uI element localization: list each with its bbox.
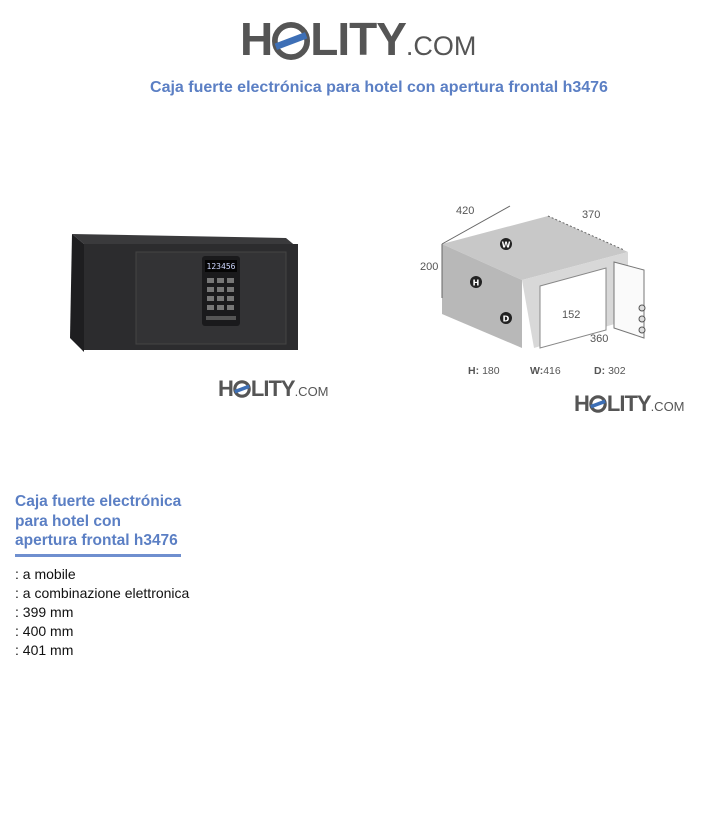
spec-item: : a mobile bbox=[15, 566, 76, 582]
marker-d: D bbox=[502, 314, 510, 324]
svg-text:W:416 bbox=[530, 365, 561, 377]
brand-logo[interactable] bbox=[240, 12, 476, 66]
spec-list bbox=[15, 565, 189, 660]
logo-o-icon bbox=[589, 391, 607, 417]
marker-h: H bbox=[472, 278, 480, 288]
logo-o-icon bbox=[272, 12, 310, 66]
svg-text:H:180 bbox=[468, 365, 500, 377]
spec-item: : 401 mm bbox=[15, 642, 74, 658]
internal-d-key: D: bbox=[594, 365, 606, 377]
product-section-title bbox=[15, 492, 190, 551]
logo-lity: LITY bbox=[310, 13, 406, 65]
spec-item: : 399 mm bbox=[15, 604, 74, 620]
marker-w: W bbox=[501, 240, 511, 250]
section-title-line: para hotel con bbox=[15, 512, 121, 530]
dim-inner-depth: 360 bbox=[590, 333, 609, 345]
internal-h-value: 180 bbox=[482, 365, 500, 377]
internal-d-value: 302 bbox=[608, 365, 626, 377]
dim-width-top: 420 bbox=[456, 205, 475, 217]
svg-text:D:302 bbox=[594, 365, 626, 377]
page-title: Caja fuerte electrónica para hotel con apertura frontal h3476 bbox=[150, 79, 608, 96]
safe-display-digits: 123456 bbox=[206, 262, 236, 271]
dim-depth-top: 370 bbox=[582, 209, 601, 221]
brand-logo-small: H LITY .COM bbox=[218, 376, 329, 401]
spec-item: : a combinazione elettronica bbox=[15, 585, 190, 601]
safe-product-image bbox=[66, 226, 302, 354]
internal-w-key: W: bbox=[530, 365, 544, 377]
internal-h-key: H: bbox=[468, 365, 480, 377]
logo-h: H bbox=[240, 13, 273, 65]
internal-w-value: 416 bbox=[543, 365, 561, 377]
dimension-diagram bbox=[418, 198, 698, 383]
spec-item: : 400 mm bbox=[15, 623, 74, 639]
section-title-line: Caja fuerte electrónica bbox=[15, 493, 182, 510]
brand-logo-small: H LITY .COM bbox=[574, 391, 685, 416]
dim-height-left: 200 bbox=[420, 261, 439, 273]
section-title-line: apertura frontal h3476 bbox=[15, 532, 178, 549]
section-divider bbox=[15, 554, 181, 557]
dim-inner-height: 152 bbox=[562, 309, 581, 321]
logo-com: .COM bbox=[405, 31, 477, 61]
logo-o-icon bbox=[233, 376, 251, 402]
